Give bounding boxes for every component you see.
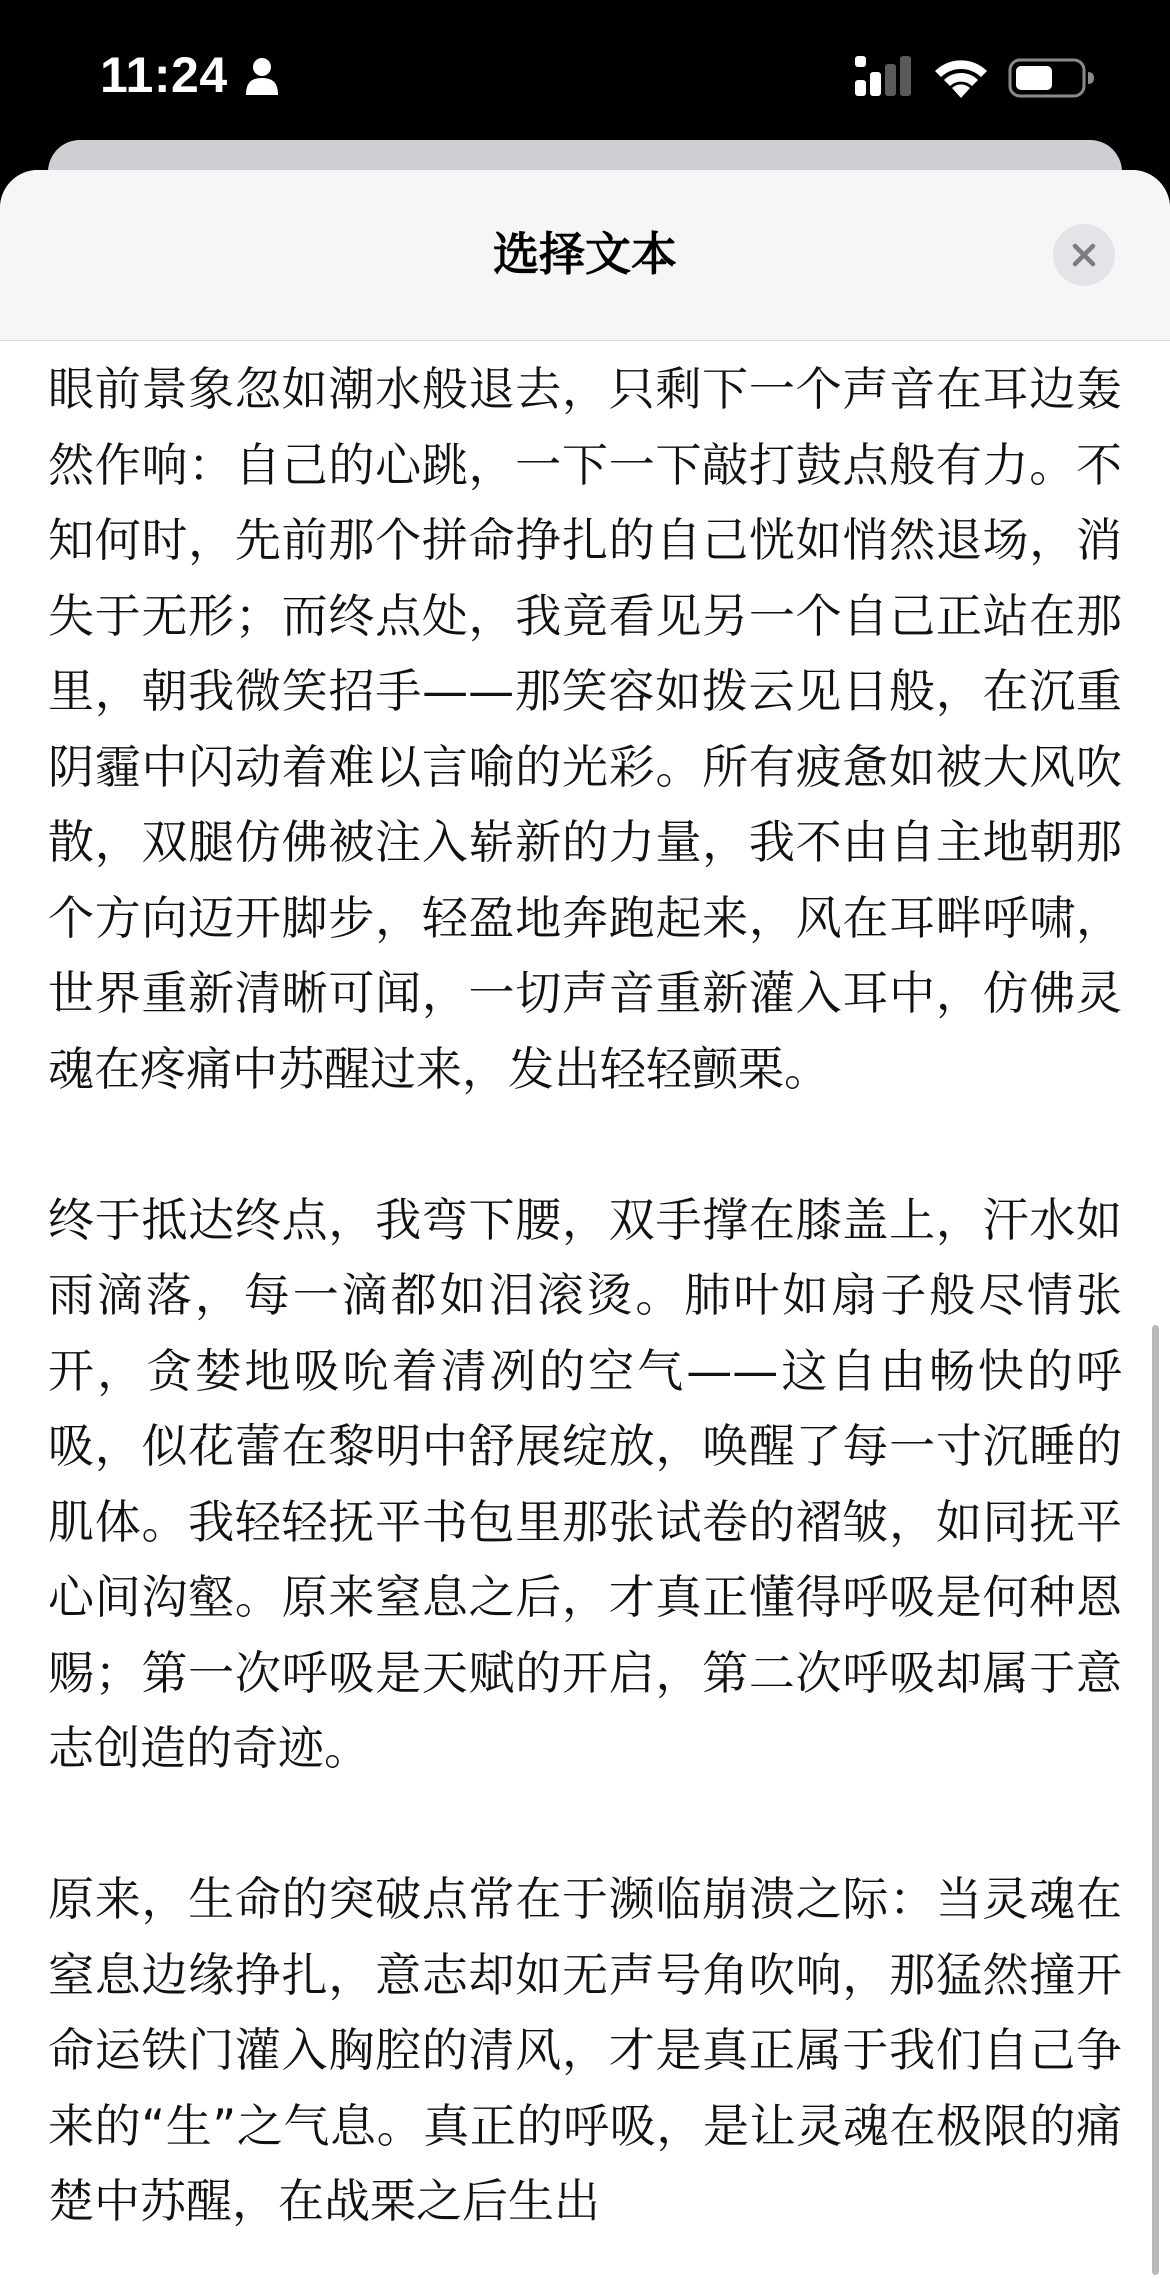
battery-icon — [1008, 58, 1096, 98]
close-icon — [1071, 242, 1097, 268]
selectable-text-area[interactable] — [48, 352, 1122, 2240]
paragraph-2: 终于抵达终点，我弯下腰，双手撑在膝盖上，汗水如雨滴落，每一滴都如泪滚烫。肺叶如扇子般尽情张开，贪婪地吸吮着清冽的空气——这自由畅快的呼吸，似花蕾在黎明中舒展绽放，唤醒了每一寸沉睡的肌体。我轻轻抚平书包里那张试卷的褶皱，如同抚平心间沟壑。原来窒息之后，才真正懂得呼吸是何种恩赐；第一次呼吸是天赋的开启，第二次呼吸却属于意志创造的奇迹。 — [48, 1192, 1122, 1775]
cellular-signal-icon — [853, 54, 913, 98]
wifi-icon — [932, 54, 990, 98]
status-time: 11:24 — [100, 47, 228, 103]
sheet-header — [0, 170, 1170, 341]
person-icon — [244, 56, 280, 96]
status-bar — [0, 0, 1170, 140]
paragraph-3: 原来，生命的突破点常在于濒临崩溃之际：当灵魂在窒息边缘挣扎，意志却如无声号角吹响，那猛然撞开命运铁门灌入胸腔的清风，才是真正属于我们自己争来的“生”之气息。真正的呼吸，是让灵魂在极限的痛楚中苏醒，在战栗之后生出 — [48, 1872, 1122, 2228]
sheet-title: 选择文本 — [493, 227, 677, 281]
paragraph-1: 眼前景象忽如潮水般退去，只剩下一个声音在耳边轰然作响：自己的心跳，一下一下敲打鼓点般有力。不知何时，先前那个拼命挣扎的自己恍如悄然退场，消失于无形；而终点处，我竟看见另一个自己正站在那里，朝我微笑招手——那笑容如拨云见日般，在沉重阴霾中闪动着难以言喻的光彩。所有疲惫如被大风吹散，双腿仿佛被注入崭新的力量，我不由自主地朝那个方向迈开脚步，轻盈地奔跑起来，风在耳畔呼啸，世界重新清晰可闻，一切声音重新灌入耳中，仿佛灵魂在疼痛中苏醒过来，发出轻轻颤栗。 — [48, 362, 1122, 1096]
close-button[interactable] — [1053, 224, 1115, 286]
select-text-sheet — [0, 170, 1170, 2279]
scroll-indicator[interactable] — [1152, 1325, 1159, 2275]
